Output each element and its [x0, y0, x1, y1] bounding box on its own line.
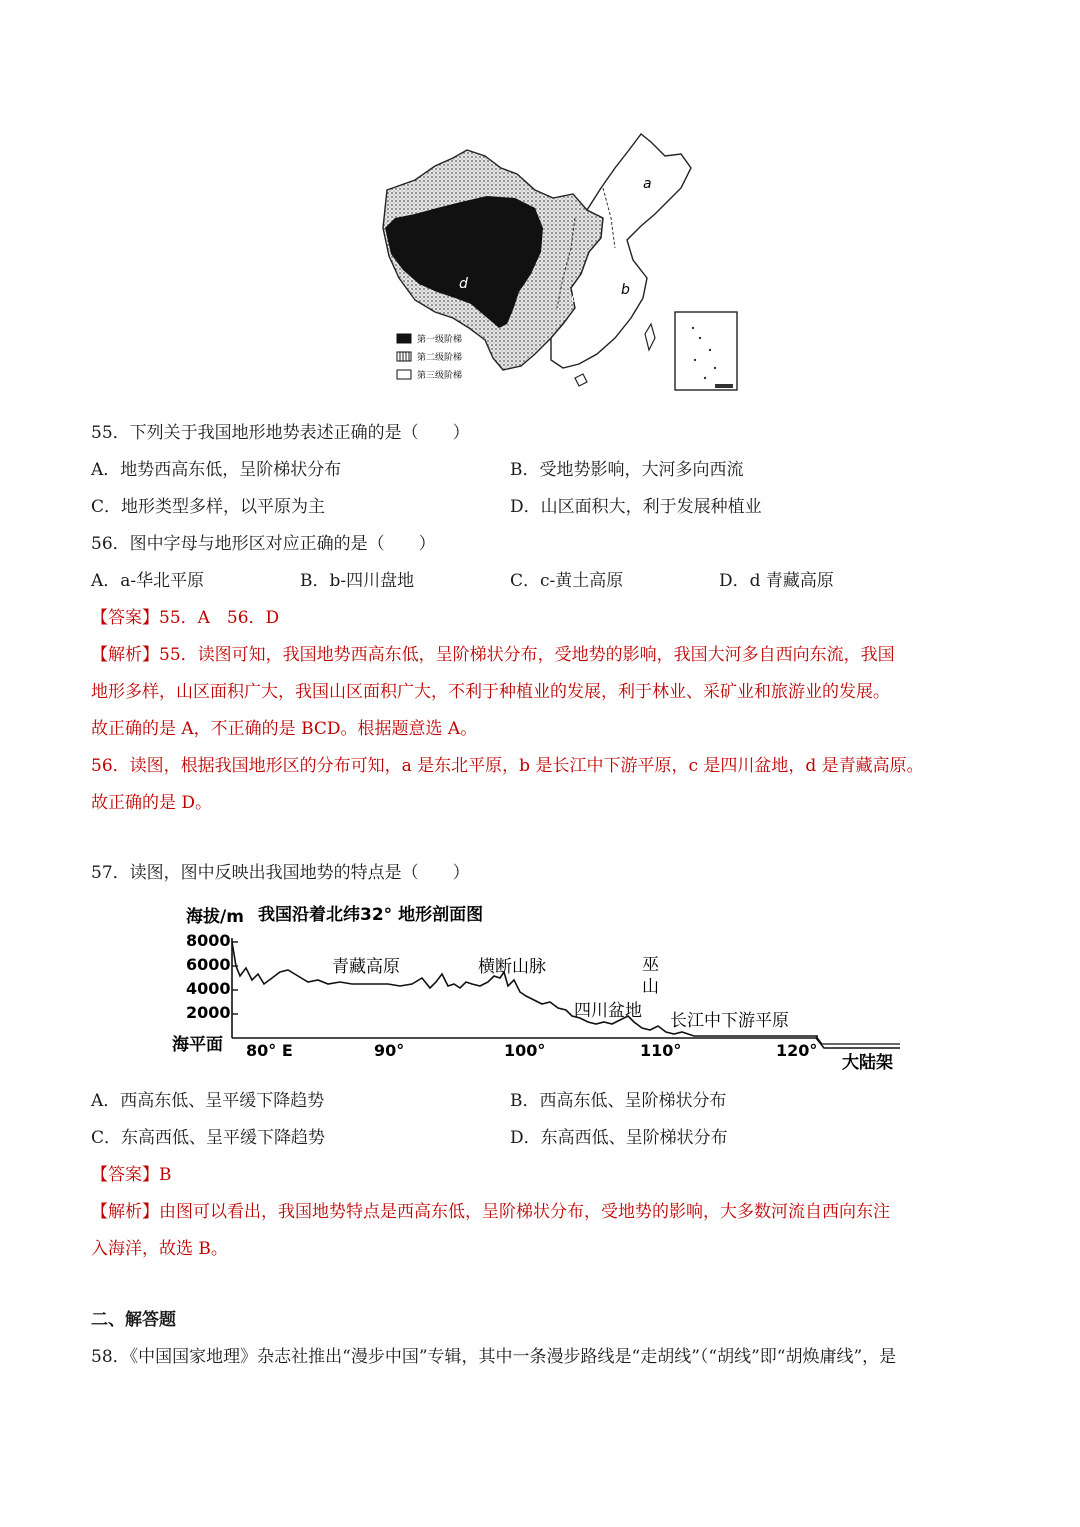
terrain-profile-32N — [168, 898, 900, 1078]
xtick-120: 120° — [776, 1041, 818, 1060]
analysis-55-line2: 地形多样，山区面积广大，我国山区面积广大，不利于种植业的发展，利于林业、采矿业和旅游业的发展。 — [91, 682, 890, 702]
q55-stem: 55．下列关于我国地形地势表述正确的是（ ） — [91, 423, 470, 443]
analysis-55-line1: 【解析】55．读图可知，我国地势西高东低，呈阶梯状分布，受地势的影响，我国大河多自西向东流，我国 — [91, 645, 895, 665]
label-continental-shelf: 大陆架 — [842, 1053, 893, 1073]
q55-option-c[interactable]: C．地形类型多样，以平原为主 — [91, 497, 326, 517]
analysis-tag: 【解析】 — [91, 1202, 159, 1222]
q57-option-c[interactable]: C．东高西低、呈平缓下降趋势 — [91, 1128, 326, 1148]
legend-label-second: 第二级阶梯 — [417, 353, 463, 363]
label-hengduan: 横断山脉 — [478, 957, 546, 977]
ytick-2000: 2000 — [186, 1003, 231, 1022]
answer-57 — [91, 1163, 172, 1187]
answer-tag: 【答案】 — [91, 608, 159, 628]
answer-text: B — [159, 1165, 172, 1185]
ytick-8000: 8000 — [186, 931, 231, 950]
sea-level-label: 海平面 — [172, 1035, 223, 1055]
label-wu-1: 巫 — [642, 955, 659, 975]
legend-label-third: 第三级阶梯 — [417, 371, 463, 381]
q55-option-d[interactable]: D．山区面积大，利于发展种植业 — [510, 497, 762, 517]
analysis-tag: 【解析】 — [91, 645, 159, 665]
map-label-d: d — [459, 276, 468, 292]
analysis-57-line1: 【解析】由图可以看出，我国地势特点是西高东低，呈阶梯状分布，受地势的影响，大多数河流自西向东注 — [91, 1202, 890, 1222]
legend-swatch-third — [397, 370, 411, 379]
q55-option-a[interactable]: A．地势西高东低，呈阶梯状分布 — [91, 460, 342, 480]
answer-tag: 【答案】 — [91, 1165, 159, 1185]
map-label-b: b — [621, 282, 630, 298]
profile-ylabel: 海拔/m — [186, 907, 244, 927]
answer-text: 55．A 56．D — [159, 608, 280, 628]
xtick-90: 90° — [374, 1041, 405, 1060]
analysis-56-line1: 56．读图，根据我国地形区的分布可知，a 是东北平原，b 是长江中下游平原，c 是四川盆地，d 是青藏高原。 — [91, 756, 924, 776]
legend-swatch-second — [397, 352, 411, 361]
answer-55-56 — [91, 606, 279, 630]
map-svg — [375, 128, 745, 396]
analysis-57-line2: 入海洋，故选 B。 — [91, 1239, 228, 1259]
q58-stem: 58．《中国国家地理》杂志社推出“漫步中国”专辑，其中一条漫步路线是“走胡线”（“胡线”即“胡焕庸线”，是 — [91, 1347, 897, 1367]
q57-stem: 57．读图，图中反映出我国地势的特点是（ ） — [91, 863, 470, 883]
xtick-110: 110° — [640, 1041, 682, 1060]
label-sichuan-basin: 四川盆地 — [574, 1001, 642, 1021]
q55-option-b[interactable]: B．受地势影响，大河多向西流 — [510, 460, 744, 480]
label-qinghai-tibet: 青藏高原 — [332, 957, 400, 977]
label-wu-2: 山 — [642, 977, 659, 997]
q56-option-a[interactable]: A．a-华北平原 — [91, 571, 205, 591]
q57-option-b[interactable]: B．西高东低、呈阶梯状分布 — [510, 1091, 727, 1111]
legend-label-first: 第一级阶梯 — [417, 335, 463, 345]
q57-option-d[interactable]: D．东高西低、呈阶梯状分布 — [510, 1128, 728, 1148]
label-changjiang-plain: 长江中下游平原 — [670, 1011, 789, 1031]
legend-swatch-first — [397, 334, 411, 343]
ytick-6000: 6000 — [186, 955, 231, 974]
q56-option-c[interactable]: C．c-黄土高原 — [510, 571, 624, 591]
china-terrain-steps-map — [375, 128, 745, 396]
profile-svg — [168, 898, 900, 1078]
analysis-55-line3: 故正确的是 A，不正确的是 BCD。根据题意选 A。 — [91, 719, 478, 739]
q56-option-b[interactable]: B．b-四川盘地 — [300, 571, 415, 591]
q56-stem: 56．图中字母与地形区对应正确的是（ ） — [91, 534, 436, 554]
q56-option-d[interactable]: D．d 青藏高原 — [719, 571, 834, 591]
map-label-a: a — [643, 176, 652, 192]
xtick-100: 100° — [504, 1041, 546, 1060]
profile-title: 我国沿着北纬32° 地形剖面图 — [258, 905, 484, 925]
section-title-answer-questions: 二、解答题 — [91, 1310, 176, 1330]
analysis-56-line2: 故正确的是 D。 — [91, 793, 213, 813]
q57-option-a[interactable]: A．西高东低、呈平缓下降趋势 — [91, 1091, 325, 1111]
xtick-80: 80° E — [246, 1041, 293, 1060]
map-label-c: c — [571, 290, 579, 306]
ytick-4000: 4000 — [186, 979, 231, 998]
